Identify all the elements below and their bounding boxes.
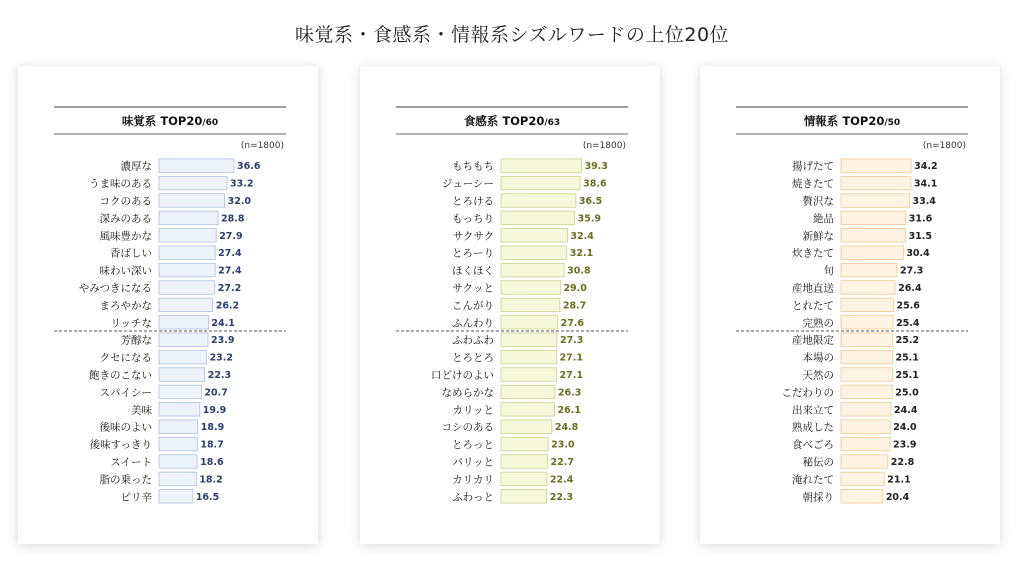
category-label: 後味のよい [99, 421, 152, 434]
category-label: コシのある [441, 421, 494, 434]
bar [159, 350, 207, 364]
bar [841, 368, 892, 382]
data-label: 27.1 [559, 370, 584, 381]
sample-size-note: (n=1800) [240, 141, 284, 151]
data-label: 29.0 [563, 283, 587, 294]
bar [159, 472, 196, 486]
bar [501, 298, 560, 312]
category-label: スイート [110, 456, 152, 469]
bar [159, 211, 218, 225]
bar [501, 490, 547, 504]
bar [501, 263, 564, 277]
bar [841, 281, 895, 295]
sample-size-note: (n=1800) [582, 141, 626, 151]
bar [501, 455, 548, 469]
data-label: 20.4 [885, 491, 910, 503]
category-label: 食べごろ [792, 439, 834, 452]
category-label: ピリ辛 [120, 491, 152, 504]
category-label: 脂の乗った [99, 473, 152, 486]
category-label: もっちり [452, 212, 494, 225]
bar [501, 194, 576, 208]
category-label: とろーり [452, 247, 494, 260]
data-label: 27.9 [219, 230, 243, 242]
bar [501, 246, 567, 260]
category-label: なめらかな [441, 386, 494, 399]
category-label: カリカリ [452, 473, 494, 486]
category-label: 本場の [802, 352, 834, 365]
bar [159, 385, 201, 399]
category-label: 深みのある [99, 212, 152, 225]
category-label: 濃厚な [120, 160, 152, 173]
category-label: 朝採り [802, 491, 834, 504]
category-label: 産地限定 [792, 334, 834, 347]
data-label: 27.2 [217, 283, 242, 294]
data-label: 22.4 [549, 474, 574, 486]
bar [841, 263, 897, 277]
bar [159, 281, 215, 295]
category-label: とろとろ [452, 352, 494, 365]
category-label: 香ばしい [110, 247, 152, 260]
category-label: 焼きたて [792, 178, 834, 191]
category-label: とれたて [792, 299, 834, 312]
data-label: 38.6 [583, 178, 607, 190]
bar [841, 333, 893, 347]
data-label: 35.9 [577, 213, 602, 225]
category-label: 淹れたて [792, 473, 834, 486]
data-label: 33.4 [912, 196, 936, 207]
bar [841, 455, 888, 469]
data-label: 22.3 [207, 370, 232, 381]
bar [841, 211, 906, 225]
data-label: 32.1 [569, 248, 594, 260]
data-label: 33.2 [230, 178, 254, 190]
data-label: 32.4 [570, 230, 594, 242]
bar [501, 472, 547, 486]
data-label: 25.1 [895, 370, 919, 381]
category-label: サクッと [452, 282, 494, 295]
page-title: 味覚系・食感系・情報系シズルワードの上位20位 [294, 24, 730, 46]
category-label: ふわふわ [452, 334, 494, 347]
bar [159, 263, 215, 277]
panel-title: 味覚系 TOP20/60 [121, 114, 219, 128]
bar [159, 194, 225, 208]
bar [841, 229, 906, 243]
bar [841, 472, 884, 486]
category-label: 新鮮な [802, 230, 834, 243]
category-label: 炊きたて [792, 247, 834, 260]
category-label: 天然の [802, 369, 834, 382]
bar [501, 316, 558, 330]
bar [159, 455, 197, 469]
category-label: 飽きのこない [89, 369, 152, 382]
data-label: 34.2 [914, 161, 938, 173]
data-label: 19.9 [202, 404, 227, 416]
data-label: 27.6 [560, 317, 585, 329]
category-label: 熟成した [792, 421, 834, 434]
category-label: とろっと [452, 439, 494, 452]
sample-size-note: (n=1800) [922, 141, 966, 151]
bar [159, 368, 205, 382]
bar [501, 281, 560, 295]
bar [159, 176, 227, 190]
category-label: 秘伝の [802, 456, 834, 469]
bar [841, 420, 890, 434]
taste-ranking-chart [18, 66, 318, 544]
data-label: 25.2 [895, 335, 920, 347]
bar [501, 159, 582, 173]
category-label: サクサク [452, 230, 494, 243]
data-label: 22.3 [549, 491, 574, 503]
category-label: うま味のある [89, 178, 152, 191]
bar [501, 350, 557, 364]
data-label: 26.1 [557, 404, 581, 416]
bar [159, 420, 198, 434]
data-label: 23.9 [210, 335, 235, 347]
category-label: ほくほく [452, 265, 494, 278]
data-label: 18.6 [200, 457, 224, 468]
info-ranking-chart [700, 66, 1000, 544]
bar [841, 316, 893, 330]
data-label: 28.7 [562, 300, 587, 312]
data-label: 23.0 [551, 439, 575, 451]
data-label: 27.3 [899, 265, 924, 277]
bar [841, 176, 911, 190]
category-label: 味わい深い [99, 265, 152, 278]
category-label: まろやかな [99, 299, 152, 312]
category-label: こんがり [452, 299, 494, 312]
data-label: 30.8 [567, 265, 591, 277]
data-label: 30.4 [906, 248, 930, 260]
panel-title: 情報系 TOP20/50 [803, 114, 901, 128]
data-label: 20.7 [204, 387, 228, 399]
data-label: 25.6 [896, 300, 920, 312]
data-label: 24.4 [894, 404, 918, 416]
data-label: 32.0 [227, 196, 252, 207]
bar [501, 229, 567, 243]
bar [501, 420, 552, 434]
category-label: 口どけのよい [431, 369, 494, 382]
category-label: こだわりの [781, 386, 834, 399]
category-label: とろける [452, 195, 494, 208]
category-label: 芳醇な [120, 334, 152, 347]
info-ranking-card [700, 66, 1000, 544]
data-label: 27.4 [218, 265, 242, 277]
data-label: 25.4 [896, 317, 920, 329]
texture-ranking-chart [360, 66, 660, 544]
category-label: 揚げたて [792, 160, 834, 173]
category-label: リッチな [110, 317, 152, 330]
data-label: 18.7 [200, 439, 224, 451]
data-label: 36.6 [237, 161, 261, 173]
category-label: クセになる [99, 352, 152, 365]
data-label: 16.5 [195, 491, 220, 503]
category-label: ふんわり [452, 317, 494, 330]
panel-title: 食感系 TOP20/63 [463, 114, 561, 128]
category-label: 絶品 [813, 212, 834, 225]
data-label: 25.0 [895, 387, 919, 399]
bar [501, 176, 580, 190]
data-label: 27.1 [559, 352, 584, 364]
data-label: 21.1 [887, 474, 911, 486]
data-label: 26.4 [898, 283, 922, 294]
category-label: もちもち [452, 160, 494, 173]
bar [159, 229, 216, 243]
category-label: コクのある [99, 195, 152, 208]
bar [841, 159, 911, 173]
bar [841, 437, 890, 451]
category-label: ジューシー [441, 178, 494, 191]
bar [159, 246, 215, 260]
bar [841, 298, 893, 312]
data-label: 26.2 [215, 300, 240, 312]
data-label: 27.3 [559, 335, 584, 347]
taste-ranking-card [18, 66, 318, 544]
bar [841, 490, 883, 504]
texture-ranking-card [360, 66, 660, 544]
data-label: 27.4 [218, 248, 242, 260]
data-label: 24.1 [211, 317, 235, 329]
bar [159, 316, 208, 330]
data-label: 23.9 [892, 439, 917, 451]
bar [841, 194, 909, 208]
bar [159, 333, 208, 347]
data-label: 34.1 [913, 178, 938, 190]
data-label: 24.8 [554, 422, 579, 434]
bar [841, 385, 892, 399]
data-label: 22.7 [550, 457, 574, 468]
bar [501, 385, 555, 399]
data-label: 36.5 [578, 196, 603, 207]
category-label: スパイシー [99, 386, 152, 399]
bar [159, 403, 200, 417]
data-label: 39.3 [584, 161, 609, 173]
category-label: 旬 [823, 265, 834, 278]
bar [159, 298, 213, 312]
category-label: 出来立て [792, 404, 834, 417]
data-label: 18.2 [199, 474, 223, 486]
category-label: 贅沢な [802, 195, 834, 208]
data-label: 31.5 [908, 230, 933, 242]
bar [159, 437, 197, 451]
category-label: 風味豊かな [99, 230, 152, 243]
bar [159, 490, 193, 504]
category-label: 完熟の [802, 317, 834, 330]
data-label: 22.8 [890, 457, 915, 468]
category-label: 産地直送 [792, 282, 834, 295]
data-label: 24.0 [893, 422, 917, 434]
bar [159, 159, 234, 173]
category-label: やみつきになる [78, 282, 152, 295]
bar [841, 350, 892, 364]
bar [501, 368, 557, 382]
bar [841, 246, 903, 260]
category-label: 後味すっきり [89, 439, 152, 452]
bar [501, 437, 548, 451]
data-label: 18.9 [200, 422, 225, 434]
bar [501, 403, 555, 417]
data-label: 28.8 [221, 213, 245, 225]
category-label: カリッと [452, 404, 494, 417]
data-label: 31.6 [908, 213, 933, 225]
category-label: 美味 [131, 404, 152, 417]
bar [501, 333, 557, 347]
data-label: 26.3 [557, 387, 582, 399]
category-label: パリッと [452, 456, 494, 469]
category-label: ふわっと [452, 491, 494, 504]
data-label: 23.2 [209, 352, 234, 364]
bar [501, 211, 575, 225]
bar [841, 403, 891, 417]
data-label: 25.1 [895, 352, 919, 364]
